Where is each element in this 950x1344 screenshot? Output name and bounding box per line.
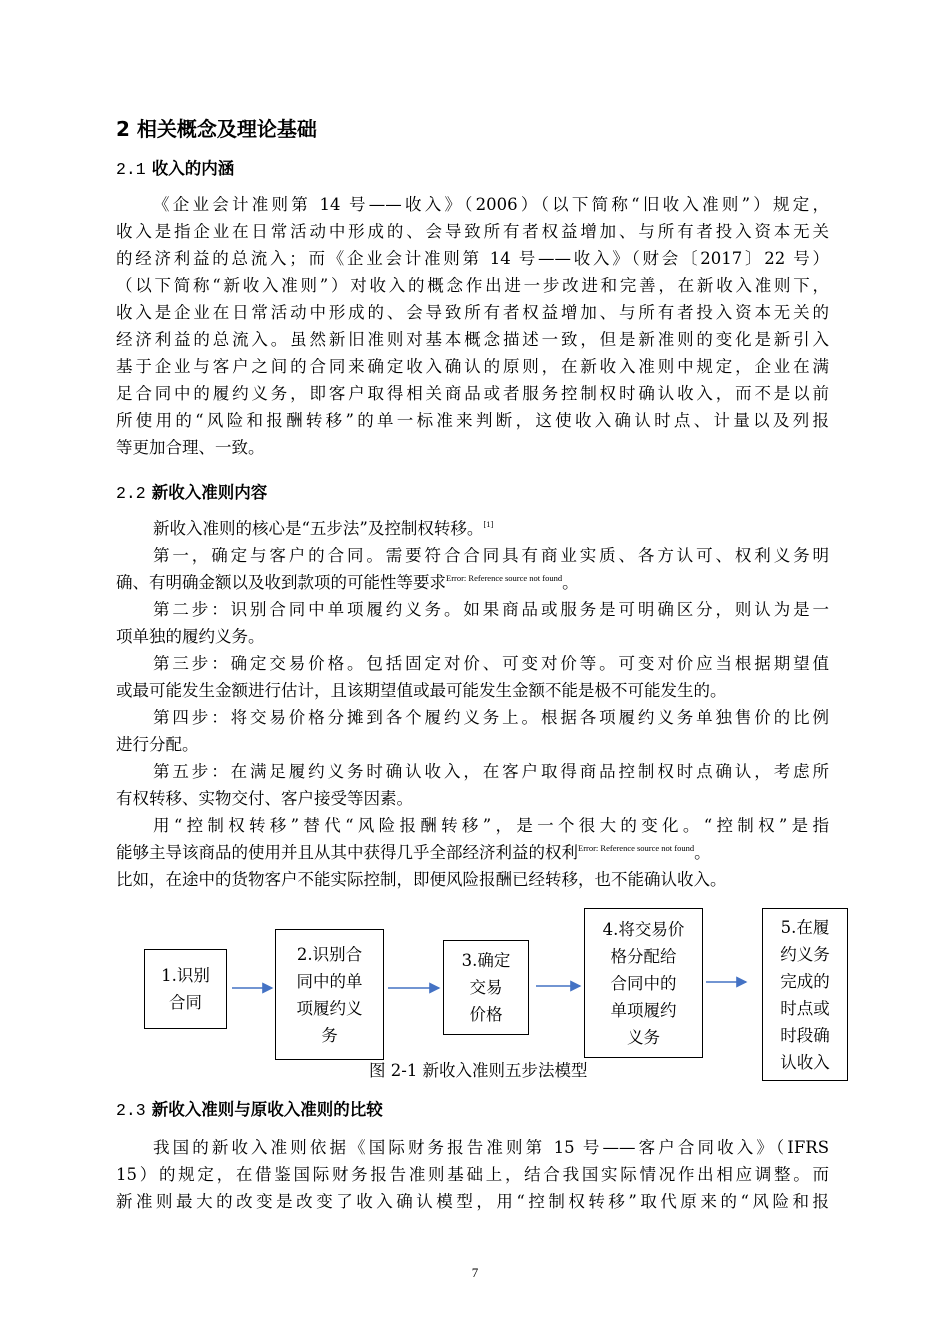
text-line: （以下简称“新收入准则”）对收入的概念作出进一步改进和完善，在新收入准则下， [116, 276, 829, 295]
text-line: 足合同中的履约义务，即客户取得相关商品或者服务控制权时确认收入，而不是以前 [116, 384, 829, 403]
section-title: 新收入准则与原收入准则的比较 [151, 1100, 383, 1119]
step-box-2 [275, 929, 384, 1060]
step-box-3 [443, 940, 529, 1035]
text-span: 。 [562, 573, 579, 592]
reference-error: Error: Reference source not found [446, 573, 563, 583]
text-line: 进行分配。 [116, 735, 199, 754]
section-number: 2.2 [116, 484, 146, 503]
text-line: 比如，在途中的货物客户不能实际控制，即便风险报酬已经转移，也不能确认收入。 [116, 870, 727, 889]
text-span: 确、有明确金额以及收到款项的可能性等要求 [116, 573, 446, 592]
paragraph-comparison [116, 1134, 829, 1215]
text-line: 经济利益的总流入。虽然新旧准则对基本概念描述一致，但是新准则的变化是新引入 [116, 330, 829, 349]
text-line: 《企业会计准则第 14 号——收入》（2006）（以下简称“旧收入准则”）规定， [153, 195, 829, 214]
citation-ref: [1] [483, 519, 494, 529]
text-span: 新收入准则的核心是“五步法”及控制权转移。 [153, 519, 484, 538]
section-heading-2-3 [116, 1097, 383, 1124]
text-line: 收入是指企业在日常活动中形成的、会导致所有者权益增加、与所有者投入资本无关 [116, 222, 829, 241]
chapter-heading: 2 相关概念及理论基础 [116, 117, 317, 141]
text-line: 或最可能发生金额进行估计，且该期望值或最可能发生金额不能是极不可能发生的。 [116, 681, 727, 700]
text-line: 基于企业与客户之间的合同来确定收入确认的原则，在新收入准则中规定，企业在满 [116, 357, 829, 376]
step-label: 3.确定 交易 价格 [461, 951, 511, 1024]
figure-caption: 图 2-1 新收入准则五步法模型 [369, 1061, 588, 1080]
text-span: 能够主导该商品的使用并且从其中获得几乎全部经济利益的权利 [116, 843, 578, 862]
step-label: 5.在履 约义务 完成的 时点或 时段确 认收入 [780, 917, 830, 1072]
text-line: 有权转移、实物交付、客户接受等因素。 [116, 789, 413, 808]
step-box-1 [144, 949, 227, 1029]
text-line: 的经济利益的总流入；而《企业会计准则第 14 号——收入》（财会〔2017〕22 号） [116, 249, 829, 268]
text-line: 第三步：确定交易价格。包括固定对价、可变对价等。可变对价应当根据期望值 [153, 654, 829, 673]
text-line: 用“控制权转移”替代“风险报酬转移”，是一个很大的变化。“控制权”是指 [153, 816, 829, 835]
reference-error: Error: Reference source not found [578, 843, 695, 853]
text-line: 第五步：在满足履约义务时确认收入，在客户取得商品控制权时点确认，考虑所 [153, 762, 829, 781]
text-line: 第四步：将交易价格分摊到各个履约义务上。根据各项履约义务单独售价的比例 [153, 708, 829, 727]
section-title: 收入的内涵 [151, 159, 235, 178]
section-number: 2.3 [116, 1101, 146, 1120]
step-box-5 [762, 908, 848, 1081]
text-line: 我国的新收入准则依据《国际财务报告准则第 15 号——客户合同收入》（IFRS [153, 1138, 829, 1157]
section-title: 新收入准则内容 [151, 483, 268, 502]
step-label: 4.将交易价 格分配给 合同中的 单项履约 义务 [602, 919, 685, 1047]
section-number: 2.1 [116, 160, 146, 179]
text-line: 等更加合理、一致。 [116, 438, 265, 457]
text-line: 新准则最大的改变是改变了收入确认模型，用“控制权转移”取代原来的“风险和报 [116, 1192, 829, 1211]
text-line: 第一，确定与客户的合同。需要符合合同具有商业实质、各方认可、权利义务明 [153, 546, 829, 565]
text-line: 收入是企业在日常活动中形成的、会导致所有者权益增加、与所有者投入资本无关的 [116, 303, 829, 322]
step-label: 1.识别 合同 [161, 966, 210, 1012]
page-number: 7 [471, 1265, 479, 1280]
text-line: 15）的规定，在借鉴国际财务报告准则基础上，结合我国实际情况作出相应调整。而 [116, 1165, 829, 1184]
text-line: 所使用的“风险和报酬转移”的单一标准来判断，这使收入确认时点、计量以及列报 [116, 411, 829, 430]
step-label: 2.识别合 同中的单 项履约义 务 [296, 944, 363, 1045]
text-line: 项单独的履约义务。 [116, 627, 265, 646]
text-span: 。 [694, 843, 711, 862]
step-box-4 [584, 908, 703, 1058]
text-line: 第二步：识别合同中单项履约义务。如果商品或服务是可明确区分，则认为是一 [153, 600, 829, 619]
